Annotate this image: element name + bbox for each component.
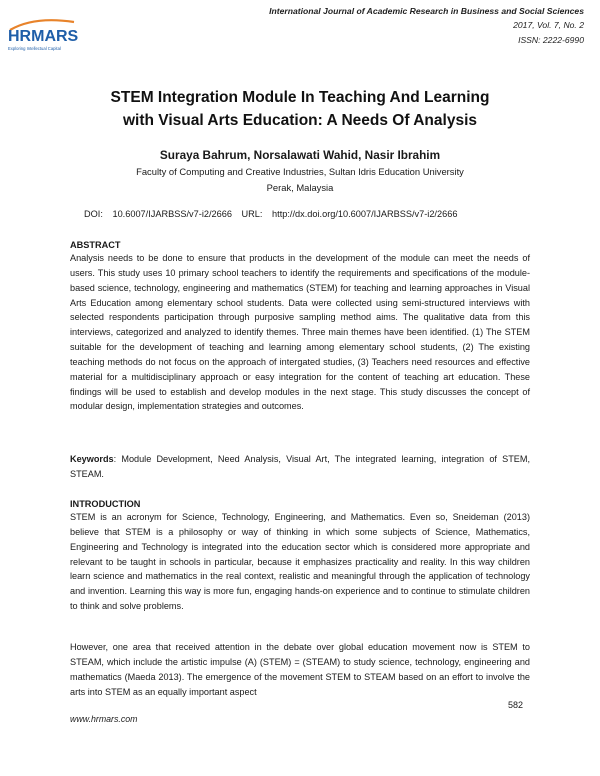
paper-title: [50, 86, 550, 132]
logo-tagline: Exploring Intellectual Capital: [8, 46, 61, 51]
abstract-text: Analysis needs to be done to ensure that products in the development of the module can meet the needs of users. This study uses 10 primary school teachers to identify the requirements and specifications of the module-based science, technology, engineering and mathematics (STEM) for teaching and learning approaches in Visual Arts Education among elementary school students. Data were collected using semi-structured interviews with selected respondents participation through purposive sampling method aims. The qualitative data from this interviews, categorized and analyzed to identify themes. Three main themes have been identified. (1) The STEM suitable for the development of teaching and learning among elementary school students, (2) The existing teaching methods do not focus on the approach of intergated studies, (3) Teachers need resources and effective material for a multidisciplinary approach or easy integration for the content of teaching art education. These findings will be used to establish and develop modules in the next stage. This study discusses the concept of modular design, implementation strategies and outcomes.: [70, 253, 530, 412]
journal-volume: 2017, Vol. 7, No. 2: [513, 20, 584, 31]
doi-value[interactable]: 10.6007/IJARBSS/v7-i2/2666: [112, 209, 232, 219]
logo-wordmark: HRMARS: [8, 28, 79, 45]
hrmars-logo-graphic: [4, 14, 96, 54]
abstract-heading: ABSTRACT: [70, 240, 121, 250]
title-line-2: with Visual Arts Education: A Needs Of Analysis: [123, 112, 477, 129]
affiliation: [50, 164, 550, 195]
keywords: [70, 452, 530, 482]
page-number: 582: [508, 700, 524, 710]
keywords-label: Keywords: [70, 454, 114, 464]
affiliation-line-2: Perak, Malaysia: [266, 181, 334, 193]
affiliation-line-1: Faculty of Computing and Creative Industries, Sultan Idris Education University: [136, 166, 464, 177]
title-line-1: STEM Integration Module In Teaching And Learning: [110, 89, 490, 106]
introduction-paragraph-1: STEM is an acronym for Science, Technology, Engineering, and Mathematics. Even so, Sneideman (2013) believe that STEM is a philosophy or way of thinking in which some subjects of Science, Mathematics, Engineering and Technology is integrated into the education sector which is considered more appropriate and relevant to be taught in schools in particular, because it emphasizes practicality and reality. In this way children learn science and mathematics in the real context, realistic and meaningful through the application of technology and invention. Learning this way is more fun, engaging hands-on experience and to continue to stimulate children to think and solve problems.: [70, 512, 530, 612]
url-label: URL:: [241, 209, 263, 219]
introduction-heading: INTRODUCTION: [70, 499, 141, 509]
journal-header: [164, 4, 584, 47]
footer-website-link[interactable]: www.hrmars.com: [70, 714, 138, 724]
hrmars-logo: [4, 14, 96, 54]
doi-label: DOI:: [84, 209, 103, 219]
journal-name: International Journal of Academic Research in Business and Social Sciences: [269, 6, 584, 16]
url-value[interactable]: http://dx.doi.org/10.6007/IJARBSS/v7-i2/2666: [272, 209, 458, 219]
paper-authors: Suraya Bahrum, Norsalawati Wahid, Nasir Ibrahim: [159, 148, 441, 162]
journal-issn: ISSN: 2222-6990: [518, 34, 584, 45]
introduction-paragraph-2: However, one area that received attention in the debate over global education movement now is STEM to STEAM, which include the artistic impulse (A) (STEM) = (STEAM) to study science, technology, engineering and mathematics (Maeda 2013). The emergence of the movement STEM to STEAM based on an effort to involve the arts into STEM as an equally important aspect: [70, 642, 530, 697]
doi-url-line: [84, 207, 564, 221]
keywords-text: : Module Development, Need Analysis, Visual Art, The integrated learning, integration of STEM, STEAM.: [70, 454, 530, 479]
